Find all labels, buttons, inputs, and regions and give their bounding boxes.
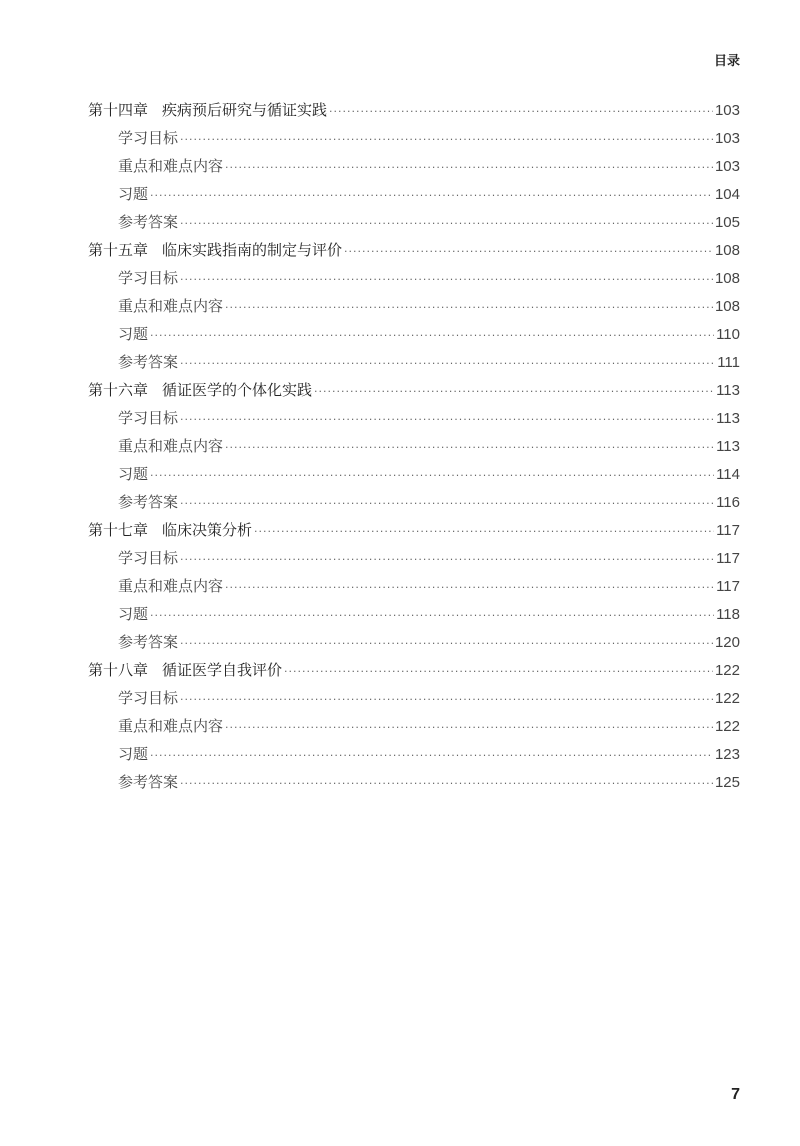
chapter-title: 临床实践指南的制定与评价 [162, 241, 343, 259]
chapter-title: 循证医学的个体化实践 [162, 381, 313, 399]
toc-page-number: 113 [716, 410, 740, 427]
toc-page-number: 122 [714, 718, 740, 735]
section-title: 重点和难点内容 [118, 577, 224, 595]
dot-leader [180, 686, 713, 714]
toc-section[interactable] [88, 152, 740, 180]
chapter-number: 第十六章 [88, 381, 149, 399]
dot-leader [180, 406, 714, 434]
toc-page-number: 122 [714, 662, 740, 679]
toc-section[interactable] [88, 544, 740, 572]
toc-page-number: 116 [716, 494, 740, 511]
section-title: 学习目标 [118, 129, 179, 147]
toc-entry-title [88, 236, 342, 264]
table-of-contents [88, 96, 740, 796]
toc-chapter-16[interactable] [88, 376, 740, 404]
dot-leader [180, 546, 714, 574]
dot-leader [314, 378, 714, 406]
dot-leader [180, 126, 713, 154]
toc-section[interactable] [88, 320, 740, 348]
section-title: 学习目标 [118, 689, 179, 707]
toc-chapter-14[interactable] [88, 96, 740, 124]
toc-page-number: 103 [714, 158, 740, 175]
toc-section[interactable] [88, 208, 740, 236]
toc-entry-title [88, 376, 312, 404]
dot-leader [180, 490, 714, 518]
toc-section[interactable] [88, 460, 740, 488]
toc-page-number: 114 [716, 466, 740, 483]
section-title: 学习目标 [118, 549, 179, 567]
toc-chapter-18[interactable] [88, 656, 740, 684]
toc-section[interactable] [88, 348, 740, 376]
toc-section[interactable] [88, 740, 740, 768]
toc-chapter-17[interactable] [88, 516, 740, 544]
toc-page-number: 123 [714, 746, 740, 763]
toc-chapter-15[interactable] [88, 236, 740, 264]
toc-section[interactable] [88, 600, 740, 628]
chapter-number: 第十七章 [88, 521, 149, 539]
toc-page-number: 120 [714, 634, 740, 651]
dot-leader [150, 742, 713, 770]
dot-leader [225, 434, 714, 462]
toc-page-number: 108 [714, 270, 740, 287]
toc-page-number: 108 [714, 242, 740, 259]
dot-leader [150, 602, 714, 630]
dot-leader [254, 518, 714, 546]
toc-section[interactable] [88, 180, 740, 208]
toc-page-number: 104 [714, 186, 740, 203]
toc-section[interactable] [88, 768, 740, 796]
dot-leader [329, 98, 713, 126]
toc-section[interactable] [88, 628, 740, 656]
section-title: 学习目标 [118, 269, 179, 287]
toc-page-number: 103 [714, 102, 740, 119]
toc-page-number: 110 [716, 326, 740, 343]
toc-section[interactable] [88, 712, 740, 740]
toc-page-number: 108 [714, 298, 740, 315]
toc-page-number: 117 [716, 578, 740, 595]
toc-page-number: 125 [714, 774, 740, 791]
toc-page-number: 117 [716, 550, 740, 567]
dot-leader [344, 238, 713, 266]
dot-leader [150, 182, 713, 210]
toc-entry-title [88, 516, 252, 544]
toc-entry-title [88, 96, 327, 124]
chapter-title: 循证医学自我评价 [162, 661, 283, 679]
toc-page-number: 111 [717, 354, 740, 371]
toc-entry-title [88, 656, 282, 684]
section-title: 重点和难点内容 [118, 437, 224, 455]
page-number: 7 [731, 1086, 740, 1103]
section-title: 习题 [118, 745, 149, 763]
dot-leader [225, 714, 713, 742]
toc-section[interactable] [88, 572, 740, 600]
section-title: 习题 [118, 185, 149, 203]
dot-leader [284, 658, 713, 686]
dot-leader [180, 210, 713, 238]
toc-section[interactable] [88, 404, 740, 432]
dot-leader [180, 350, 715, 378]
section-title: 参考答案 [118, 773, 179, 791]
chapter-number: 第十四章 [88, 101, 149, 119]
section-title: 重点和难点内容 [118, 717, 224, 735]
dot-leader [150, 322, 714, 350]
toc-section[interactable] [88, 432, 740, 460]
dot-leader [180, 630, 713, 658]
section-title: 学习目标 [118, 409, 179, 427]
section-title: 习题 [118, 605, 149, 623]
section-title: 参考答案 [118, 353, 179, 371]
toc-section[interactable] [88, 488, 740, 516]
toc-page-number: 103 [714, 130, 740, 147]
toc-page-number: 118 [716, 606, 740, 623]
chapter-title: 临床决策分析 [162, 521, 253, 539]
toc-page-number: 113 [716, 382, 740, 399]
dot-leader [225, 294, 713, 322]
section-title: 参考答案 [118, 493, 179, 511]
toc-section[interactable] [88, 124, 740, 152]
chapter-title: 疾病预后研究与循证实践 [162, 101, 328, 119]
toc-section[interactable] [88, 264, 740, 292]
section-title: 重点和难点内容 [118, 297, 224, 315]
dot-leader [225, 154, 713, 182]
section-title: 重点和难点内容 [118, 157, 224, 175]
chapter-number: 第十五章 [88, 241, 149, 259]
section-title: 习题 [118, 465, 149, 483]
toc-page-number: 117 [716, 522, 740, 539]
toc-page-number: 122 [714, 690, 740, 707]
section-title: 参考答案 [118, 633, 179, 651]
toc-section[interactable] [88, 684, 740, 712]
running-header-title: 目录 [713, 54, 740, 69]
dot-leader [180, 770, 713, 798]
dot-leader [180, 266, 713, 294]
chapter-number: 第十八章 [88, 661, 149, 679]
section-title: 参考答案 [118, 213, 179, 231]
section-title: 习题 [118, 325, 149, 343]
dot-leader [225, 574, 714, 602]
toc-section[interactable] [88, 292, 740, 320]
toc-page-number: 105 [714, 214, 740, 231]
dot-leader [150, 462, 714, 490]
toc-page-number: 113 [716, 438, 740, 455]
